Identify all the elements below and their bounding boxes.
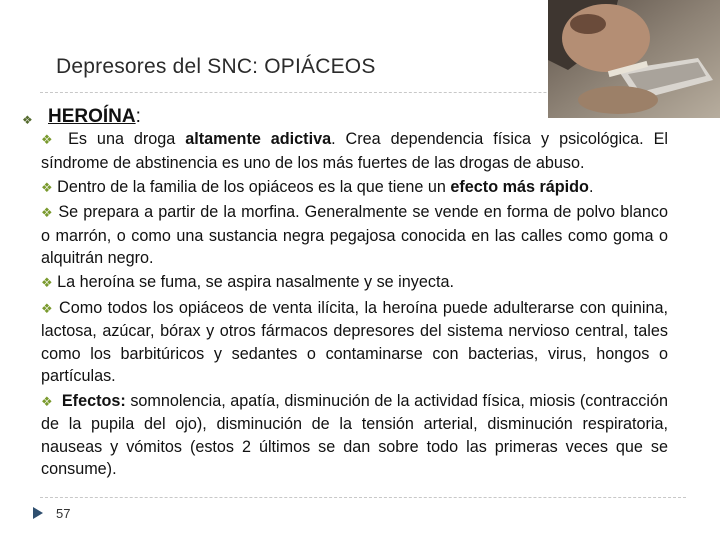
diamond-bullet-icon: ❖ [41,132,59,147]
footer-divider [40,497,686,498]
p2-text-a: Dentro de la familia de los opiáceos es la que tiene un [52,177,451,196]
p3-text: Se prepara a partir de la morfina. Generalmente se vende en forma de polvo blanco o marrón, o como una sustancia negra pegajosa conocida en las calles como goma o alquitrán negro. [41,202,668,268]
diamond-bullet-icon: ❖ [41,300,54,316]
diamond-bullet-icon: ❖ [41,393,53,409]
heading-colon: : [135,106,141,127]
p6-text: somnolencia, apatía, disminución de la actividad física, miosis (contracción de la pupila del ojo), disminución de la tensión arterial, disminución respiratoria, nauseas y vómitos (estos 2 últimos se dan sobre todo las primeras veces que se consume). [41,391,669,479]
diamond-bullet-icon: ❖ [41,275,53,291]
paragraph-4 [41,271,668,295]
p4-text: La heroína se fuma, se aspira nasalmente y se inyecta. [52,273,454,292]
heading [48,106,141,128]
p5-text: Como todos los opiáceos de venta ilícita, la heroína puede adulterarse con quinina, lactosa, azúcar, bórax y otros fármacos depresores del sistema nervioso central, tales como los barbitúricos y sedantes o contaminarse con bacterias, virus, hongos o partículas. [41,298,668,386]
diamond-bullet-icon: ❖ [41,204,54,220]
page-number: 57 [56,506,71,521]
slide-body [41,128,668,482]
paragraph-2 [41,176,668,200]
heading-word: HEROÍNA [48,106,136,127]
paragraph-1 [41,128,668,174]
page-number-marker-icon [31,506,45,525]
paragraph-3 [41,201,668,270]
p6-bold: Efectos: [61,391,126,410]
diamond-bullet-icon: ❖ [41,179,53,195]
p2-bold: efecto más rápido [450,177,589,196]
paragraph-5 [41,297,668,388]
p1-text-a: Es una droga [58,130,186,148]
slide-title: Depresores del SNC: OPIÁCEOS [56,55,376,78]
p1-bold: altamente adictiva [185,130,332,148]
photo [548,0,720,118]
p2-text-c: . [588,177,594,196]
heading-bullet: ❖ [22,113,33,127]
p1-text-c: . Crea dependencia física y psicológica. El síndrome de abstinencia es uno de los más fuertes de las drogas de abuso. [41,130,668,172]
paragraph-6 [41,390,668,481]
